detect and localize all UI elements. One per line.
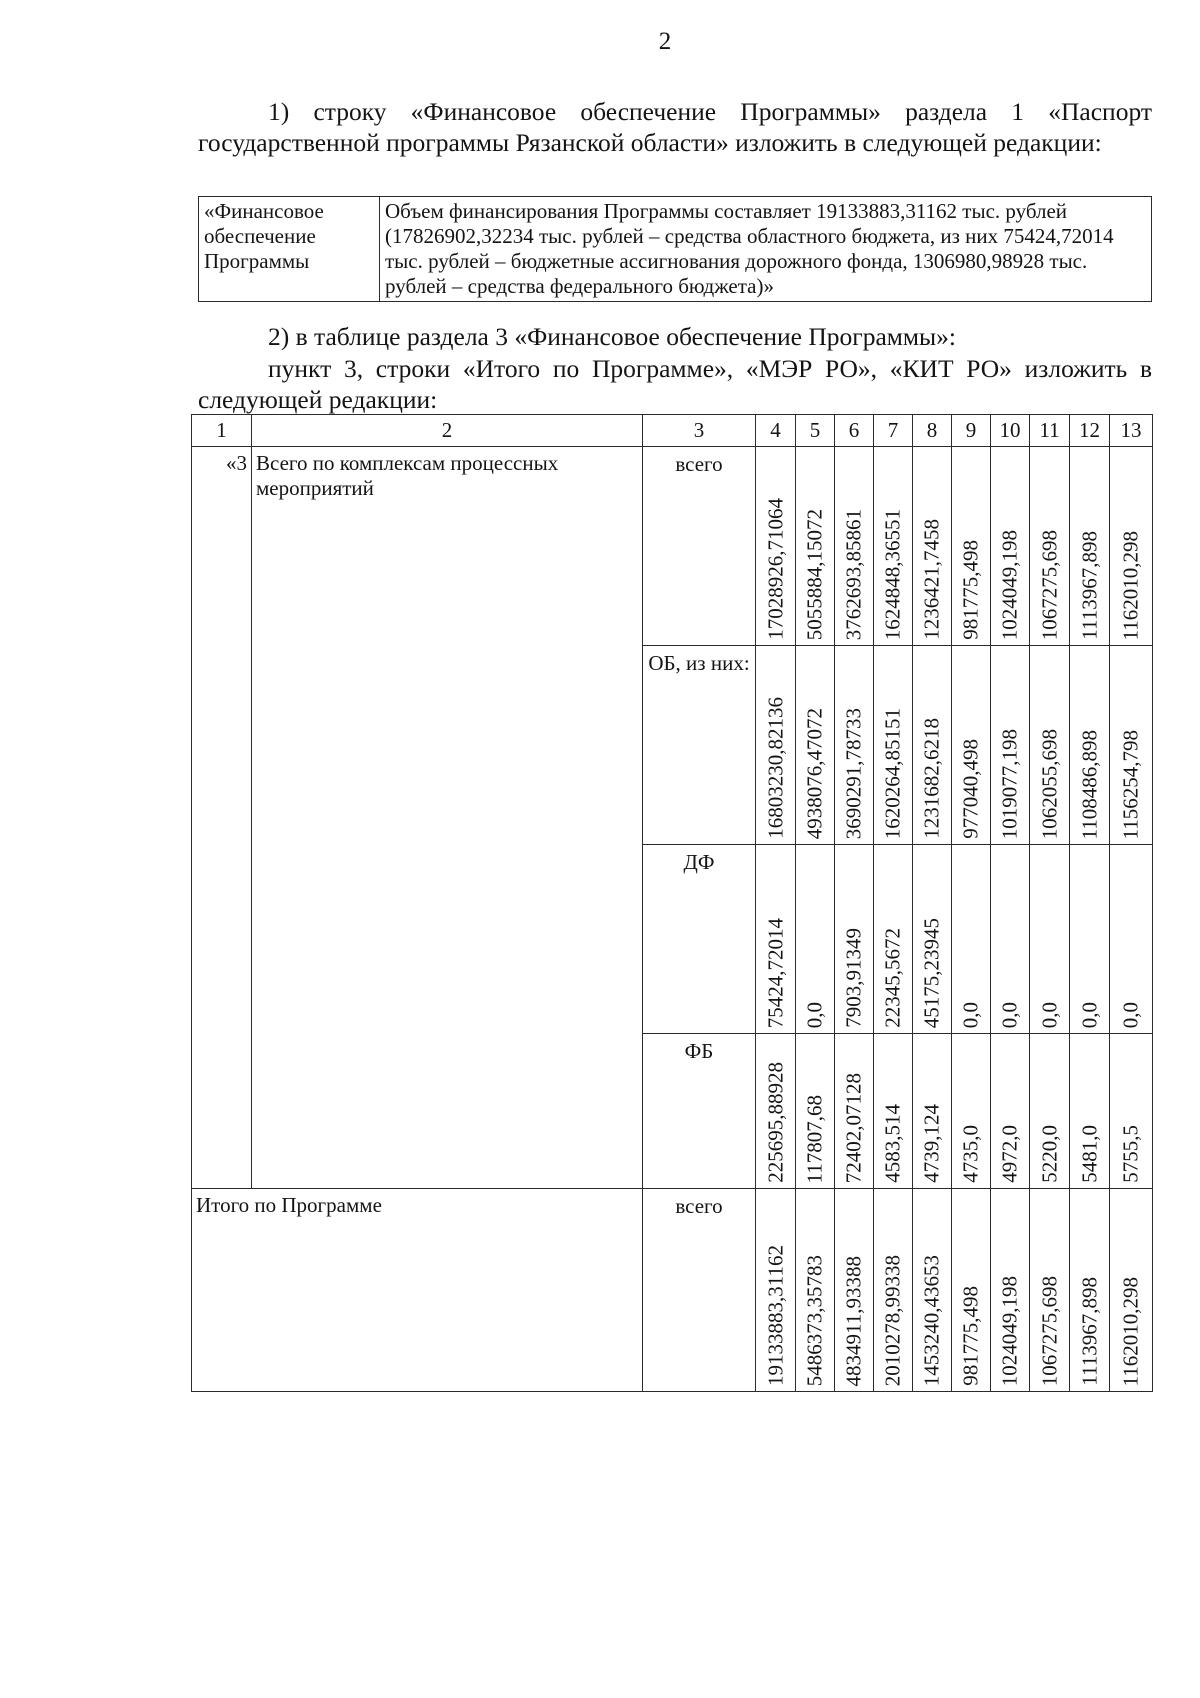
total-value-col-8 [913,1189,952,1392]
value-cell-col-13 [1110,447,1153,646]
value-text: 1113967,898 [1077,1277,1101,1386]
value-text: 4735,0 [958,1125,983,1183]
funding-source: всего [643,447,756,646]
value-cell-col-8 [913,845,952,1034]
total-value-col-4 [756,1189,796,1392]
value-cell-col-4 [756,646,796,845]
value-text: 977040,498 [958,739,983,839]
header-cell-1: 1 [192,415,252,447]
value-text: 1162010,298 [1118,530,1143,640]
value-text: 0,0 [1077,1001,1101,1028]
value-text: 1062055,698 [1037,728,1061,839]
value-cell-col-11 [1030,447,1070,646]
passport-label: «Финансовое обеспечение Программы [199,197,380,302]
value-text: 1108486,898 [1077,729,1101,839]
total-value-col-13 [1110,1189,1153,1392]
header-cell-5: 5 [796,415,835,447]
value-cell-col-13 [1110,845,1153,1034]
value-cell-col-5 [796,646,835,845]
total-row [192,1189,1153,1392]
value-cell-col-13 [1110,646,1153,845]
value-cell-col-6 [835,845,874,1034]
value-text: 0,0 [997,1001,1022,1028]
value-cell-col-10 [991,646,1030,845]
header-cell-10: 10 [991,415,1030,447]
total-value-col-11 [1030,1189,1070,1392]
value-text: 4938076,47072 [802,707,827,839]
value-text: 0,0 [1118,1001,1143,1028]
value-text: 0,0 [958,1001,983,1028]
total-value-col-6 [835,1189,874,1392]
total-value-col-9 [952,1189,991,1392]
value-text: 1236421,7458 [919,519,944,640]
value-text: 0,0 [802,1001,827,1028]
total-value-col-5 [796,1189,835,1392]
value-cell-col-4 [756,845,796,1034]
value-cell-col-7 [874,845,913,1034]
value-cell-col-8 [913,1034,952,1189]
header-cell-8: 8 [913,415,952,447]
value-cell-col-13 [1110,1034,1153,1189]
item-name: Всего по комплексам процессных мероприятий [252,447,643,1189]
funding-source: ОБ, из них: [643,646,756,845]
header-row [192,415,1153,447]
header-cell-6: 6 [835,415,874,447]
value-text: 1067275,698 [1037,1275,1061,1386]
value-text: 22345,5672 [880,928,905,1028]
value-text: 75424,72014 [763,917,787,1028]
passport-text: Объем финансирования Программы составляет 19133883,31162 тыс. рублей (17826902,32234 тыс. рублей – средства областного бюджета, из них 75424,72014 тыс. рублей – бюджетные ассигнования дорожного фонда, 1306980,98928 тыс. рублей – средства федерального бюджета)» [380,197,1152,302]
total-value-col-7 [874,1189,913,1392]
value-text: 5486373,35783 [802,1254,827,1386]
value-cell-col-4 [756,447,796,646]
value-text: 4834911,93388 [841,1255,866,1386]
funding-source: ДФ [643,845,756,1034]
value-text: 5220,0 [1037,1125,1061,1183]
value-text: 1156254,798 [1118,729,1143,839]
value-text: 5055884,15072 [802,508,827,640]
value-text: 72402,07128 [841,1072,866,1183]
value-cell-col-9 [952,646,991,845]
total-label: Итого по Программе [192,1189,643,1392]
value-cell-col-5 [796,845,835,1034]
value-text: 3690291,78733 [841,707,866,839]
value-cell-col-11 [1030,845,1070,1034]
value-text: 981775,498 [958,1286,983,1386]
value-cell-col-7 [874,1034,913,1189]
header-cell-13: 13 [1110,415,1153,447]
value-cell-col-12 [1070,845,1110,1034]
value-text: 7903,91349 [841,928,866,1028]
value-text: 1453240,43653 [919,1254,944,1386]
value-text: 2010278,99338 [880,1254,905,1386]
value-text: 16803230,82136 [763,697,787,839]
header-cell-12: 12 [1070,415,1110,447]
value-text: 45175,23945 [919,917,944,1028]
value-text: 5481,0 [1077,1125,1101,1183]
item-number: «3 [192,447,252,1189]
finance-table [191,414,1153,1392]
value-text: 1624848,36551 [880,508,905,640]
value-cell-col-9 [952,845,991,1034]
value-cell-col-11 [1030,646,1070,845]
value-text: 4739,124 [919,1104,944,1183]
header-cell-3: 3 [643,415,756,447]
funding-source: ФБ [643,1034,756,1189]
passport-table [198,196,1152,302]
value-cell-col-7 [874,646,913,845]
value-text: 5755,5 [1118,1125,1143,1183]
value-text: 1067275,698 [1037,529,1061,640]
value-cell-col-8 [913,447,952,646]
value-text: 4583,514 [880,1104,905,1183]
table-row [192,447,1153,646]
value-text: 1024049,198 [997,529,1022,640]
value-cell-col-4 [756,1034,796,1189]
value-text: 117807,68 [802,1094,827,1183]
value-cell-col-10 [991,1034,1030,1189]
value-cell-col-7 [874,447,913,646]
value-text: 1231682,6218 [919,718,944,839]
value-cell-col-6 [835,1034,874,1189]
value-text: 1620264,85151 [880,707,905,839]
value-cell-col-6 [835,447,874,646]
header-cell-11: 11 [1030,415,1070,447]
header-cell-7: 7 [874,415,913,447]
value-text: 1162010,298 [1118,1276,1143,1386]
value-text: 17028926,71064 [763,498,787,640]
value-text: 19133883,31162 [763,1245,787,1386]
value-text: 981775,498 [958,540,983,640]
value-cell-col-11 [1030,1034,1070,1189]
value-cell-col-5 [796,447,835,646]
value-text: 3762693,85861 [841,508,866,640]
value-cell-col-5 [796,1034,835,1189]
value-cell-col-10 [991,845,1030,1034]
value-cell-col-12 [1070,1034,1110,1189]
value-text: 1019077,198 [997,728,1022,839]
value-text: 1113967,898 [1077,531,1101,640]
value-cell-col-8 [913,646,952,845]
value-cell-col-12 [1070,447,1110,646]
total-value-col-10 [991,1189,1030,1392]
value-text: 1024049,198 [997,1275,1022,1386]
value-cell-col-6 [835,646,874,845]
value-text: 225695,88928 [763,1062,787,1183]
page-number: 2 [658,28,672,55]
header-cell-4: 4 [756,415,796,447]
paragraph-1: 1) строку «Финансовое обеспечение Программы» раздела 1 «Паспорт государственной программы Рязанской области» изложить в следующей редакции: [198,97,1152,157]
value-cell-col-9 [952,447,991,646]
total-source: всего [643,1189,756,1392]
value-text: 0,0 [1037,1001,1061,1028]
value-cell-col-9 [952,1034,991,1189]
header-cell-2: 2 [252,415,643,447]
value-cell-col-10 [991,447,1030,646]
header-cell-9: 9 [952,415,991,447]
value-text: 4972,0 [997,1125,1022,1183]
value-cell-col-12 [1070,646,1110,845]
paragraph-2: 2) в таблице раздела 3 «Финансовое обеспечение Программы»: [268,322,957,351]
total-value-col-12 [1070,1189,1110,1392]
paragraph-3: пункт 3, строки «Итого по Программе», «МЭР РО», «КИТ РО» изложить в следующей редакции: [198,354,1152,414]
